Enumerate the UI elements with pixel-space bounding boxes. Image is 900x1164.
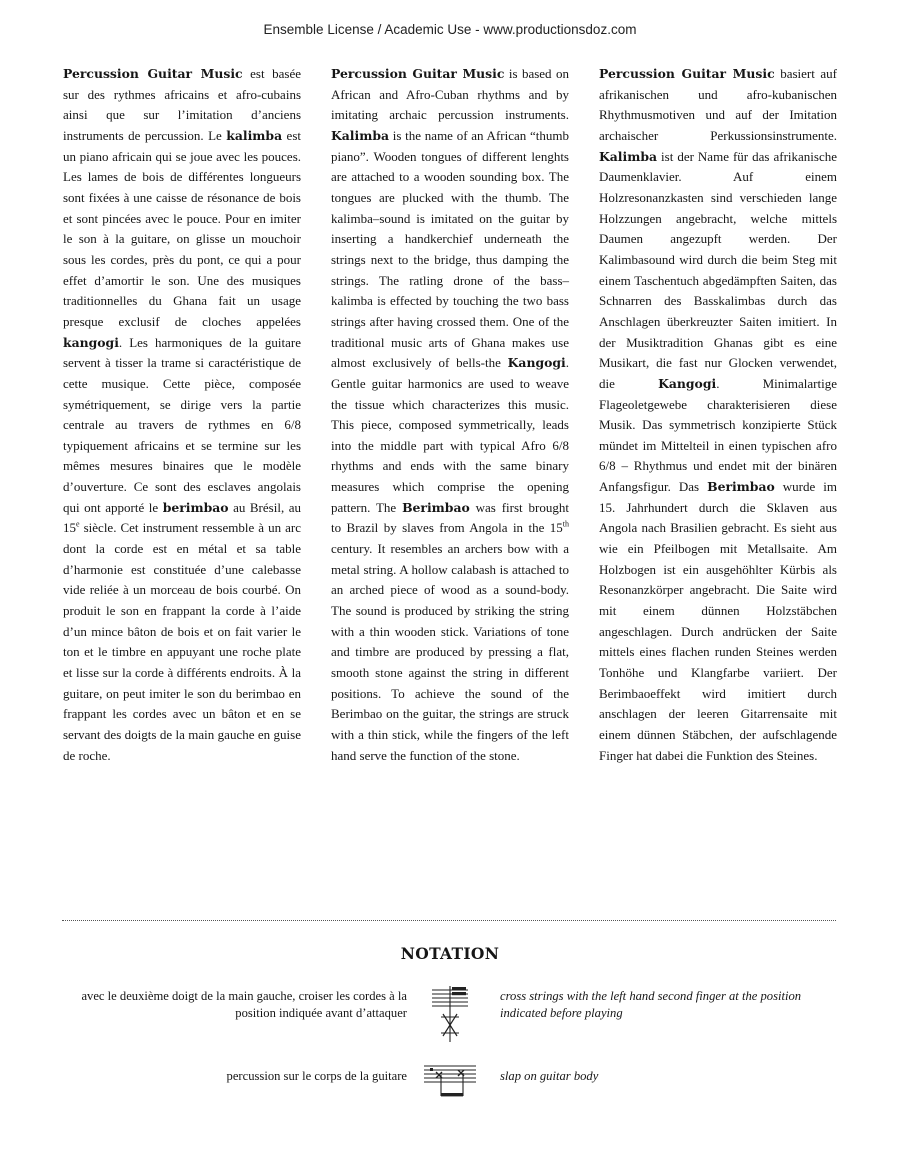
crossed-strings-notation-icon bbox=[428, 984, 472, 1051]
notation-cross-fr-text: avec le deuxième doigt de la main gauche, croiser les cordes à la position indiquée avant d’attaquer bbox=[81, 989, 407, 1020]
notation-cross-en-text: cross strings with the left hand second finger at the position indicated before playing bbox=[500, 989, 802, 1020]
french-text-column bbox=[63, 64, 301, 766]
notation-slap-fr-text: percussion sur le corps de la guitare bbox=[226, 1069, 407, 1083]
french-paragraph: Percussion Guitar Music est basée sur des rythmes africains et afro-cubains ainsi que sur l’imitation d’anciens instruments de percussion. Le kalimba est un piano africain qui se joue avec les pouces. Les lames de bois de différentes longueurs sont fixées à une caisse de résonance de bois et sont pincées avec le pouce. Pour en imiter le son à la guitare, on glisse un mouchoir sous les cordes, près du pont, ce qui a pour effet d’amortir le son. Une des musiques traditionnelles du Ghana fait un usage presque exclusif de cloches appelées kangogi. Les harmoniques de la guitare servent à tisser la trame si caractéristique de cette musique. Cette pièce, composée symétriquement, se dirige vers la partie centrale au travers de rythmes en 6/8 typiquement africains et se termine sur les mêmes mesures binaires que le modèle d’ouverture. Ce sont des esclaves angolais qui ont apporté le berimbao au Brésil, au 15e siècle. Cet instrument ressemble à un arc dont la corde est en métal et sa table d’harmonie est constituée d’une calebasse vide reliée à un morceau de bois courbé. On produit le son en frappant la corde à l’aide d’un mince bâton de bois et on fait varier le ton et le timbre en appuyant une roche plate et lisse sur la corde à différents endroits. À la guitare, on peut imiter le son du berimbao en frappant les cordes avec un bâton et en se servant des doigts de la main gauche en guise de roche. bbox=[63, 66, 301, 763]
english-paragraph: Percussion Guitar Music is based on African and Afro-Cuban rhythms and by imitating archaic percussion instruments. Kalimba is the name of an African “thumb piano”. Wooden tongues of different lenghts are attached to a wooden sounding box. The tongues are plucked with the thumb. The kalimba–sound is imitated on the guitar by inserting a handkerchief underneath the strings next to the bridge, thus damping the strings. The ratling drone of the bass–kalimba is effected by touching the two bass strings after having crossed them. One of the traditional music arts of Ghana makes use almost exclusively of bells-the Kangogi. Gentle guitar harmonics are used to weave the tissue which characterizes this music. This piece, composed symmetrically, leads into the middle part with typical Afro 6/8 rhythms and ends with the same binary measures which comprise the opening pattern. The Berimbao was first brought to Brazil by slaves from Angola in the 15th century. It resembles an archers bow with a metal string. A hollow calabash is attached to an arched piece of wood as a sound-body. The sound is produced by striking the string with a thin wooden stick. Variations of tone and timbre are produced by pressing a flat, smooth stone against the string in different positions. To achieve the sound of the Berimbao on the guitar, the strings are struck with a thin stick, while the fingers of the left hand serve the function of the stone. bbox=[331, 66, 569, 763]
license-header: Ensemble License / Academic Use - www.productionsdoz.com bbox=[263, 22, 637, 37]
notation-slap-en-text: slap on guitar body bbox=[500, 1069, 599, 1083]
german-text-column bbox=[599, 64, 837, 766]
slap-notation-icon bbox=[422, 1058, 478, 1107]
section-divider bbox=[62, 920, 836, 921]
notation-title: NOTATION bbox=[400, 944, 500, 963]
english-text-column bbox=[331, 64, 569, 766]
german-paragraph: Percussion Guitar Music basiert auf afrikanischen und afro-kubanischen Rhythmusmotiven und auf der Imitation archaischer Perkussionsinstrumente. Kalimba ist der Name für das afrikanische Daumenklavier. Auf einem Holzresonanzkasten sind verschieden lange Holzzungen angebracht, welche mittels Daumen angezupft werden. Der Kalimbasound wird durch die beim Steg mit einem Taschentuch abgedämpften Saiten, das Schnarren des Basskalimbas durch das Anschlagen überkreuzter Saiten imitiert. In der Musiktradition Ghanas gibt es eine Musikart, die fast nur Glocken verwendet, die Kangogi. Minimalartige Flageoletgewebe charakterisieren diese Musik. Das symmetrisch konzipierte Stück mündet im Mittelteil in einen typischen afro 6/8 – Rhythmus und endet mit der binären Anfangsfigur. Das Berimbao wurde im 15. Jahrhundert durch die Sklaven aus Angola nach Brasilien gebracht. Es sieht aus wie ein Pfeilbogen mit Metallsaite. Am Holzbogen ist ein ausgehöhlter Kürbis als Resonanzkörper angebracht. Die Saite wird mit einem dünnen Holzstäbchen angeschlagen. Durch andrücken der Saite mittels eines flachen runden Steines werden Tonhöhe und Klangfarbe variiert. Der Berimbaoeffekt wird imitiert durch anschlagen der leeren Gitarrensaite mit einem dünnen Stäbchen, der aufschlagende Finger hat dabei die Funktion des Steines. bbox=[599, 66, 837, 763]
